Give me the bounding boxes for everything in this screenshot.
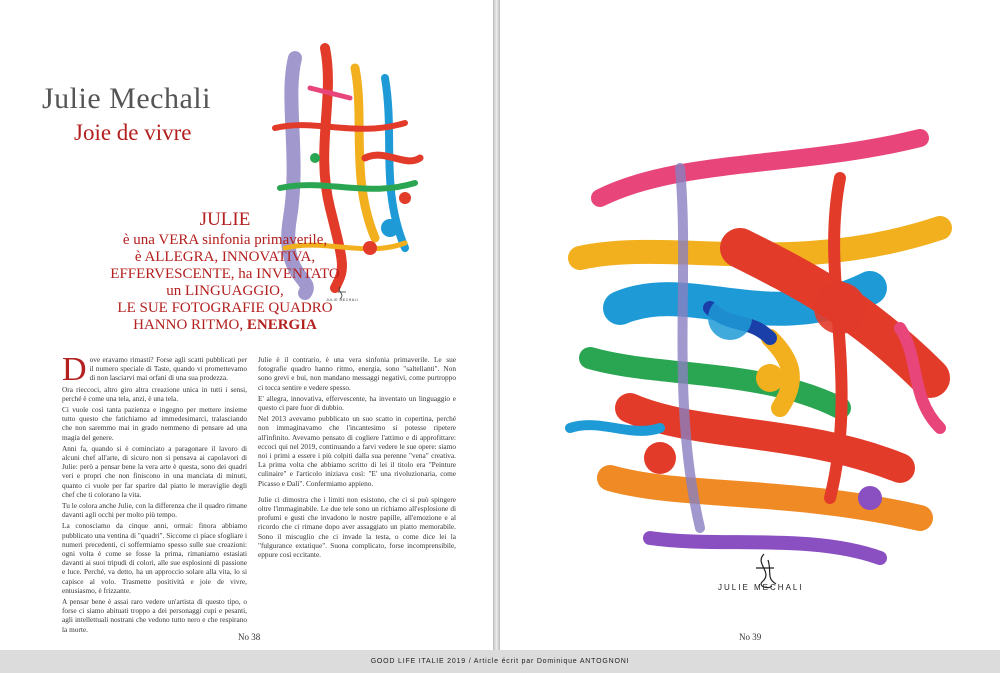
- paragraph: Tu le colora anche Julie, con la differenza che il quadro rimane davanti agli occhi per molto più tempo.: [62, 501, 247, 520]
- paragraph-text: ove eravamo rimasti? Forse agli scatti pubblicati per il numero speciale di Taste, quando vi promettevamo di non lasciarvi mai orfani di una sua prodezza.: [89, 355, 247, 383]
- drop-cap: D: [62, 351, 87, 388]
- paragraph: E' allegra, innovativa, effervescente, ha inventato un linguaggio e questo ci pare fuor di dubbio.: [258, 393, 456, 413]
- paragraph: Julie è il contrario, è una vera sinfonia primaverile. Le sue fotografie quadro hanno ritmo, energia, sono "saltellanti". Non sono grevi e bui, non mandano messaggi negativi, come purtroppo ci tocca sentire e vedere spesso.: [258, 355, 456, 392]
- paragraph: Julie ci dimostra che i limiti non esistono, che ci si può spingere oltre l'immaginabile. Le due tele sono un richiamo all'esplosione di profumi e gusti che invadono le nostre papille, all'emozione e al ricordo che ci rimane dopo aver assaggiato un piatto memorabile. Sono il miscuglio che ci invade la testa, o come dice lei la "fulgurance extatique". Suona complicato, forse incomprensibile, eppure così eccitante.: [258, 494, 456, 560]
- left-page: [0, 0, 493, 650]
- intro-line: EFFERVESCENTE, ha INVENTATO: [110, 266, 340, 282]
- paragraph: Anni fa, quando si è cominciato a paragonare il lavoro di alcuni chef all'arte, di sicuro non si pensava ai capolavori di Julie: però a pensar bene la vera arte è questa, sono dei quadri veri e propri che non finiscono in una manciata di minuti, quanto ci vuole per far sparire dal piatto le meraviglie degli chef che ti colorano la vita.: [62, 443, 247, 499]
- intro-block: [10, 208, 440, 334]
- text-column-2: [258, 355, 456, 561]
- page-number-right: No 39: [739, 632, 762, 642]
- paragraph: La conosciamo da cinque anni, ormai: finora abbiamo pubblicato una ventina di "quadri". Siccome ci piace sfogliare i numeri precedenti, ci soffermiamo spesso sulle sue creazioni: ogni volta è come se fosse la prima, rimaniamo estasiati davanti ai suoi tripudi di colori, alle sue esplosioni di passione e luce. Perché, va detto, ha un approccio solare alla vita, lo si capisce al volo. Trasmette positività e joie de vivre, entusiasmo, è frizzante.: [62, 521, 247, 595]
- paragraph: Ci vuole così tanta pazienza e ingegno per mettere insieme tutto questo che fatichiamo ad immedesimarci, tralasciando che non saremmo mai in grado nemmeno di pensare ad una magia del genere.: [62, 405, 247, 442]
- intro-line: [10, 317, 440, 334]
- page-number-left: No 38: [238, 632, 261, 642]
- small-signature-label: JULIE MECHALI: [326, 298, 359, 302]
- intro-line: è una VERA sinfonia primaverile,: [122, 232, 328, 248]
- paragraph: Nel 2013 avevamo pubblicato un suo scatto in copertina, perché non immaginavamo che l'incantesimo si potesse ripetere all'infinito. Avevamo pensato di cogliere l'attimo e di approfittare: eccoci qui nel 2019, continuando a farvi vedere le sue opere: siamo noi i primi a essere i più colpiti dalla sua perenne "vena" creativa. La prima volta che abbiamo scritto di lei il titolo era "Peinture culinaire" e l'articolo iniziava così: "E' una rivoluzionaria, come Picasso e Dalì". Confermiamo appieno.: [258, 414, 456, 488]
- intro-line-prefix: HANNO RITMO,: [133, 317, 244, 333]
- page-gutter: [493, 0, 500, 650]
- paragraph: [62, 351, 247, 388]
- text-column-1: [62, 351, 247, 636]
- intro-strong-word: ENERGIA: [246, 317, 317, 333]
- intro-name: JULIE: [199, 209, 251, 230]
- article-title: Julie Mechali: [42, 82, 211, 115]
- article-subtitle: Joie de vivre: [74, 120, 192, 145]
- intro-line: LE SUE FOTOGRAFIE QUADRO: [117, 300, 333, 316]
- paragraph: Ora rieccoci, altro giro altra creazione unica in tutti i sensi, perché è come una tela, anzi, è una tela.: [62, 384, 247, 403]
- footer-credit: GOOD LIFE ITALIE 2019 / Article écrit par Dominique ANTOGNONI: [370, 658, 630, 665]
- intro-line: un LINGUAGGIO,: [166, 283, 284, 299]
- large-painting-image: [540, 78, 980, 613]
- intro-line: è ALLEGRA, INNOVATIVA,: [134, 249, 316, 265]
- paragraph: A pensar bene è assai raro vedere un'artista di questo tipo, o forse ci siamo abituati troppo a dei personaggi cupi e pesanti, agli intellettuali nostrani che vedono tutto nero e che respirano la morte.: [62, 597, 247, 634]
- signature-label: JULIE MECHALI: [718, 583, 804, 592]
